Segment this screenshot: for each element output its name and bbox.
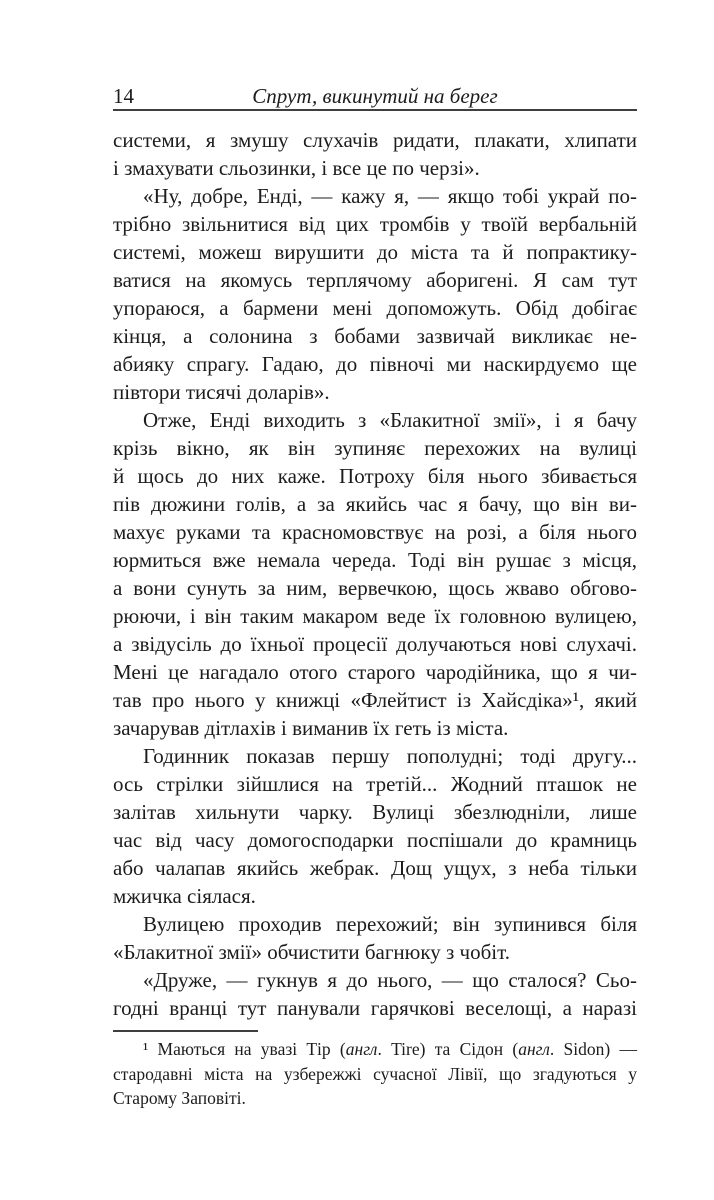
body-line: й щось до них каже. Потроху біля нього збивається [113, 464, 637, 488]
page-number: 14 [113, 84, 134, 108]
footnote-line [113, 1086, 637, 1111]
body-line: зачарував дітлахів і виманив їх геть із міста. [113, 716, 509, 740]
body-line: махує руками та красномовствує на розі, а біля нього [113, 520, 637, 544]
body-line: крізь вікно, як він зупиняє перехожих на вулиці [113, 436, 637, 460]
body-line: упораюся, а бармени мені допоможуть. Обід добігає [113, 296, 637, 320]
paragraph [113, 910, 637, 966]
body-line: «Друже, — гукнув я до нього, — що сталося? Сьо- [143, 968, 637, 992]
body-line: ось стрілки зійшлися на третій... Жодний пташок не [113, 772, 637, 796]
footnote-segment: . Tire) та Сідон ( [377, 1039, 519, 1059]
body-line: Годинник показав першу пополудні; тоді другу... [143, 744, 637, 768]
footnote-line [113, 1062, 637, 1087]
footnote-lines [113, 1037, 637, 1111]
footnote-segment: ¹ Маються на увазі Тір ( [143, 1039, 346, 1059]
body-line: а вони сунуть за ним, вервечкою, щось жваво обгово- [113, 576, 637, 600]
body-line: залітав хильнути чарку. Вулиці збезлюдніли, лише [113, 800, 637, 824]
footnote-segment: англ [345, 1039, 378, 1059]
footnote-segment: Старому Заповіті. [113, 1088, 246, 1108]
footnote-segment: . Sidon) — [549, 1039, 637, 1059]
paragraph [113, 182, 637, 406]
body-line: Вулицею проходив перехожий; він зупинився біля [143, 912, 637, 936]
footnote [113, 1030, 637, 1111]
body-line: трібно звільнитися від цих тромбів у твоїй вербальній [113, 212, 637, 236]
body-line: або чалапав якийсь жебрак. Дощ ущух, з неба тільки [113, 856, 637, 880]
footnote-separator-rule [113, 1030, 258, 1032]
running-header [113, 84, 637, 111]
body-line: ватися на якомусь терплячому аборигені. Я сам тут [113, 268, 637, 292]
paragraph [113, 126, 637, 182]
footnote-segment: стародавні міста на узбережжі сучасної Лівії, що згадуються у [113, 1063, 637, 1084]
body-line: системі, можеш вирушити до міста та й попрактику- [113, 240, 637, 264]
body-line: пів дюжини голів, а за якийсь час я бачу, що він ви- [113, 492, 637, 516]
body-line: і змахувати сльозинки, і все це по черзі». [113, 156, 480, 180]
body-line: півтори тисячі доларів». [113, 380, 330, 404]
running-title: Спрут, викинутий на берег [252, 84, 498, 108]
body-line: системи, я змушу слухачів ридати, плакати, хлипати [113, 128, 637, 152]
body-line: абияку спрагу. Гадаю, до півночі ми наскирдуємо ще [113, 352, 637, 376]
body-line: юрмиться вже немала череда. Тоді він рушає з місця, [113, 548, 637, 572]
paragraph [113, 406, 637, 742]
paragraph [113, 742, 637, 910]
body-text [113, 126, 637, 1022]
body-line: «Блакитної змії» обчистити багнюку з чобіт. [113, 940, 510, 964]
footnote-line [113, 1037, 637, 1062]
body-line: рюючи, і він таким макаром веде їх головною вулицею, [113, 604, 637, 628]
paragraph [113, 966, 637, 1022]
body-line: час від часу домогосподарки поспішали до крамниць [113, 828, 637, 852]
body-line: тав про нього у книжці «Флейтист із Хайсдіка»¹, який [113, 688, 637, 712]
body-line: мжичка сіялася. [113, 884, 256, 908]
footnote-segment: англ [518, 1039, 550, 1059]
body-line: Отже, Енді виходить з «Блакитної змії», і я бачу [143, 408, 637, 432]
page-content [113, 84, 637, 1111]
body-line: Мені це нагадало отого старого чародійника, що я чи- [113, 660, 637, 684]
body-line: кінця, а солонина з бобами зазвичай викликає не- [113, 324, 637, 348]
body-line: годні вранці тут панували гарячкові веселощі, а наразі [113, 996, 637, 1020]
body-line: «Ну, добре, Енді, — кажу я, — якщо тобі украй по- [143, 184, 637, 208]
body-line: а звідусіль до їхньої процесії долучаються нові слухачі. [113, 632, 637, 656]
